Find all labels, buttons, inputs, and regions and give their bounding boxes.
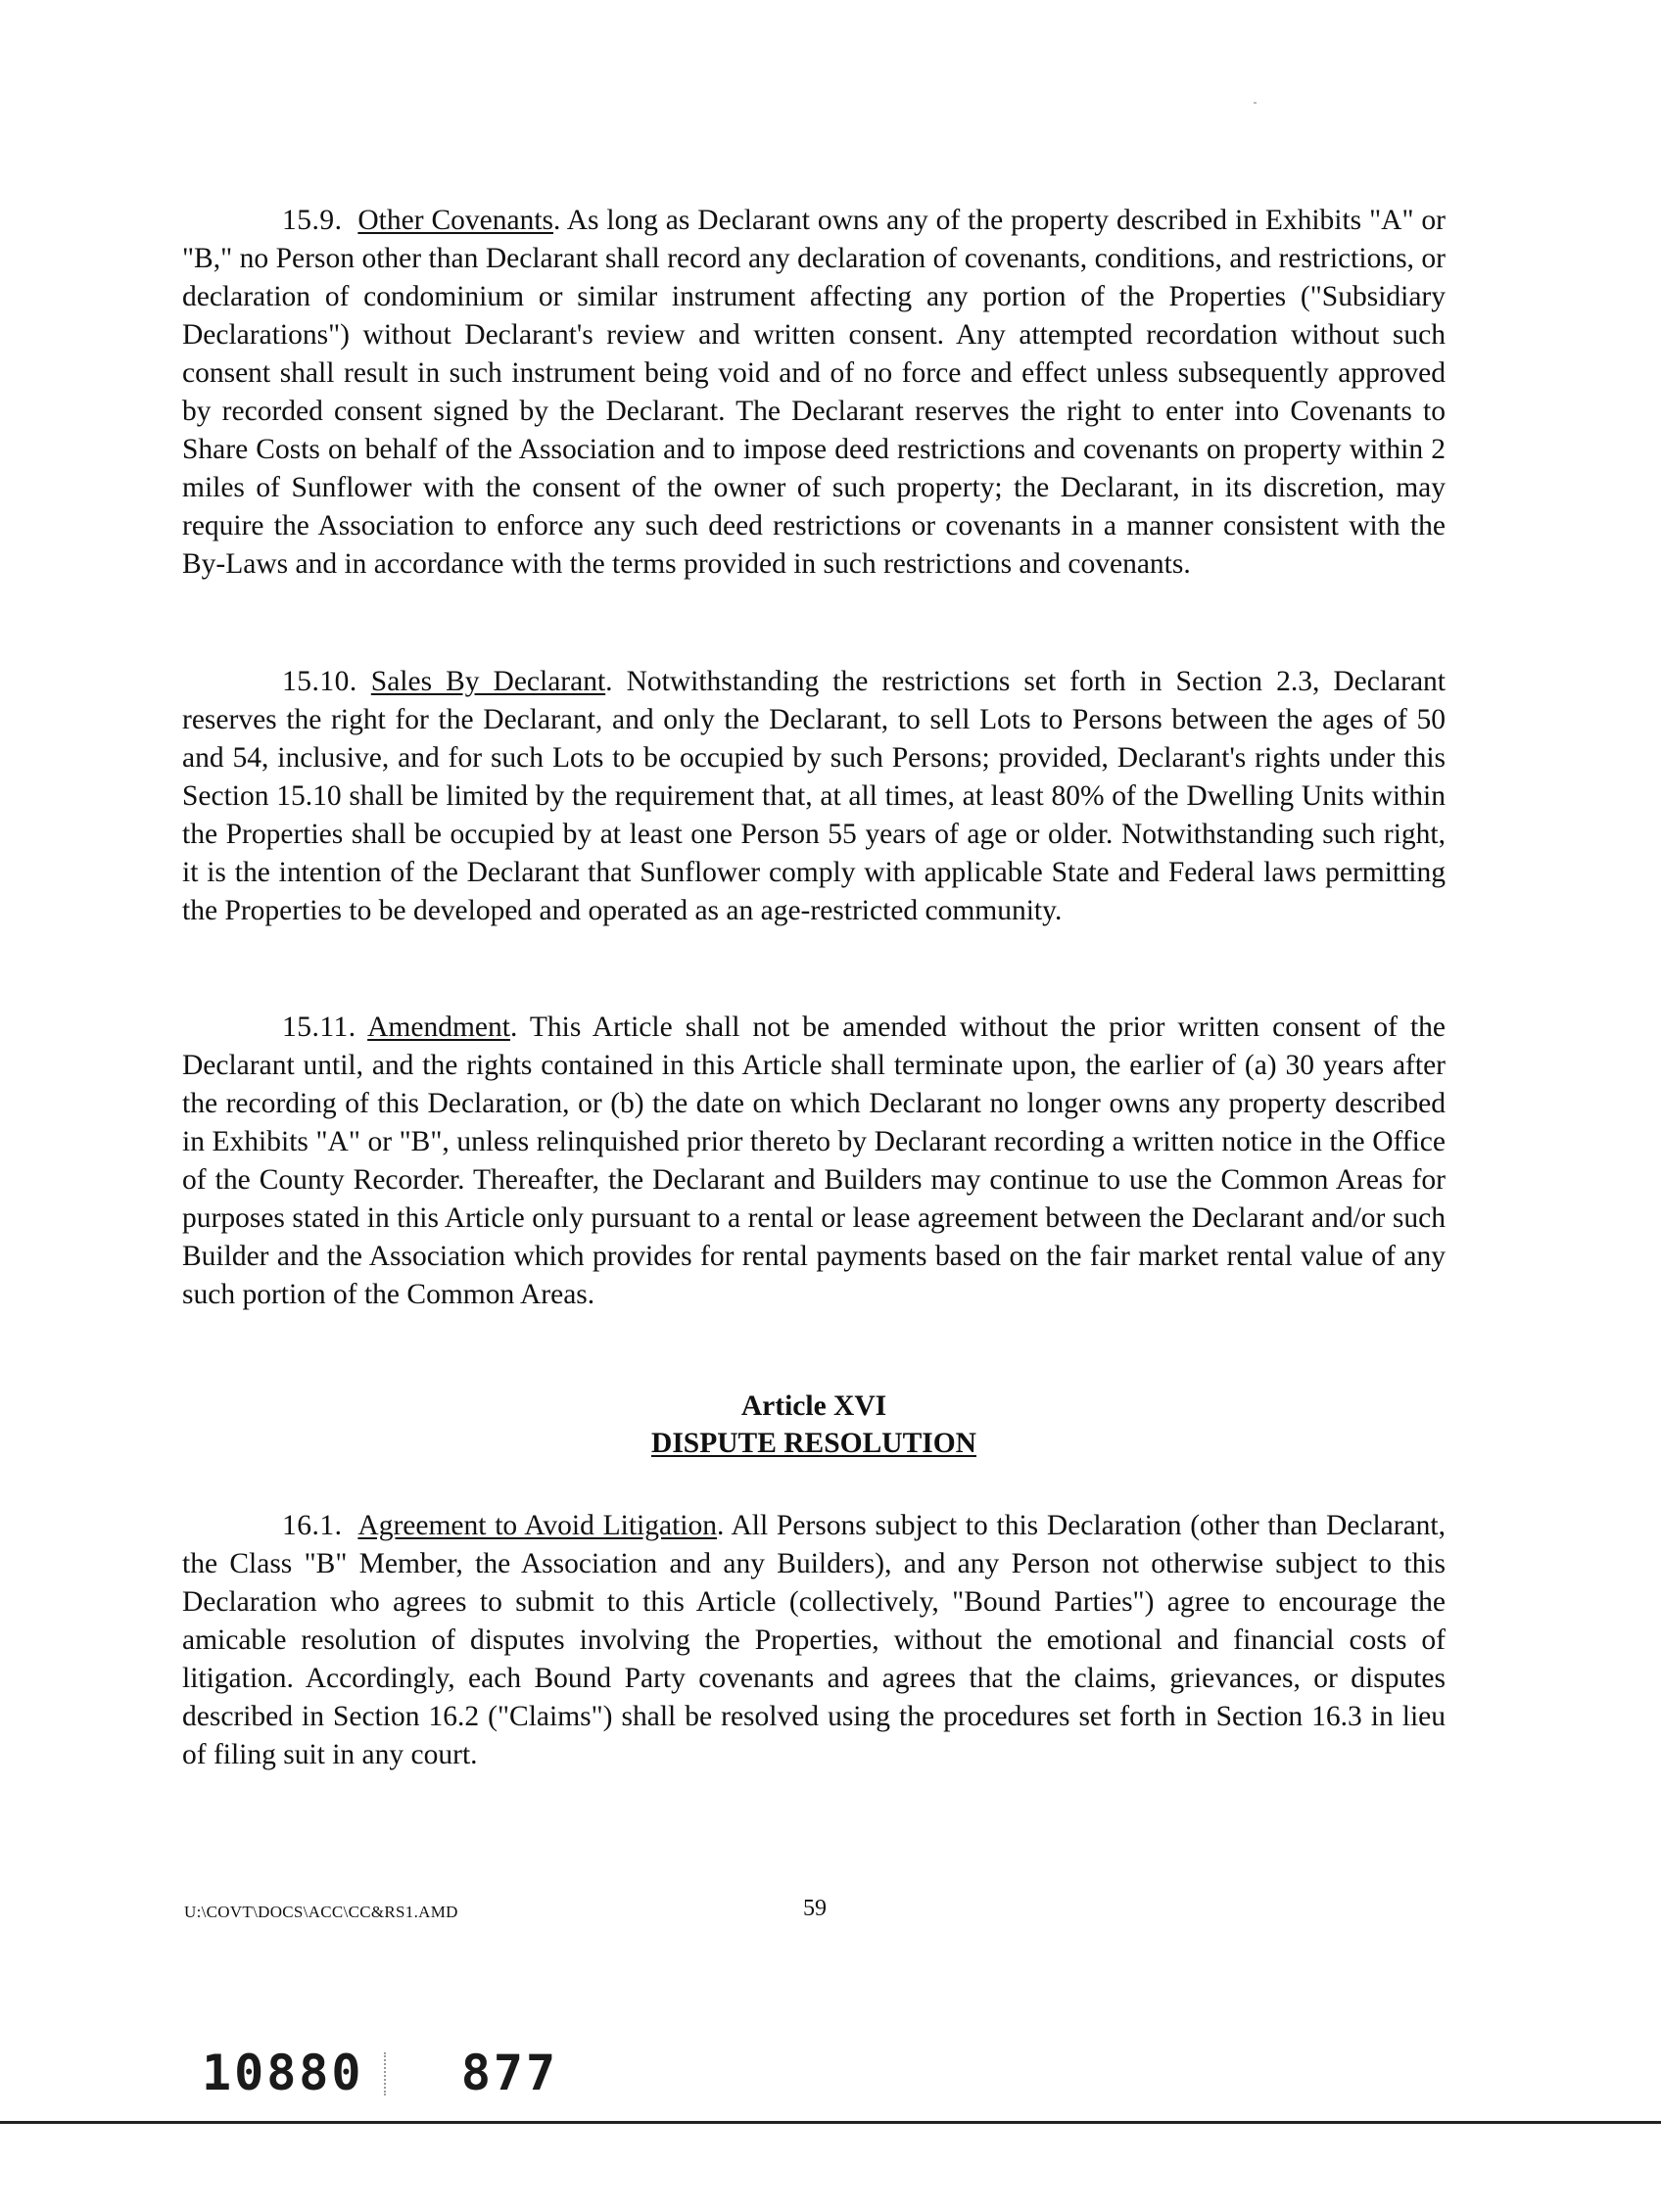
section-number: 16.1. xyxy=(282,1510,343,1541)
section-title: Other Covenants xyxy=(357,205,554,236)
section-15-10 xyxy=(182,663,1446,930)
bottom-rule xyxy=(0,2121,1661,2124)
section-title: Amendment xyxy=(367,1012,510,1043)
footer-file-path: U:\COVT\DOCS\ACC\CC&RS1.AMD xyxy=(184,1903,458,1921)
page-number: 59 xyxy=(803,1896,827,1921)
recording-stamp xyxy=(202,2045,558,2101)
scan-speck xyxy=(1254,102,1257,104)
section-number: 15.11. xyxy=(282,1012,356,1043)
section-body: . Notwithstanding the restrictions set forth in Section 2.3, Declarant reserves the right for the Declarant, and only the Declarant, to sell Lots to Persons between the ages of 50 and 54, inclusive, and for such Lots to be occupied by such Persons; provided, Declarant's rights under this Section 15.10 shall be limited by the requirement that, at all times, at least 80% of the Dwelling Units within the Properties shall be occupied by at least one Person 55 years of age or older. Notwithstanding such right, it is the intention of the Declarant that Sunflower comply with applicable State and Federal laws permitting the Properties to be developed and operated as an age-restricted community. xyxy=(182,666,1446,926)
section-title: Agreement to Avoid Litigation xyxy=(357,1510,717,1541)
section-body: . This Article shall not be amended without the prior written consent of the Declarant until, and the rights contained in this Article shall terminate upon, the earlier of (a) 30 years after the recording of this Declaration, or (b) the date on which Declarant no longer owns any property described in Exhibits "A" or "B", unless relinquished prior thereto by Declarant recording a written notice in the Office of the County Recorder. Thereafter, the Declarant and Builders may continue to use the Common Areas for purposes stated in this Article only pursuant to a rental or lease agreement between the Declarant and/or such Builder and the Association which provides for rental payments based on the fair market rental value of any such portion of the Common Areas. xyxy=(182,1012,1447,1310)
section-16-1 xyxy=(182,1507,1446,1774)
article-title: Article XVI xyxy=(740,1390,887,1422)
section-15-11 xyxy=(182,1009,1446,1314)
stamp-divider xyxy=(384,2052,388,2095)
section-number: 15.10. xyxy=(282,666,357,697)
stamp-book-number: 10880 xyxy=(202,2045,364,2101)
section-title: Sales By Declarant xyxy=(370,666,606,697)
section-body: . All Persons subject to this Declaration (other than Declarant, the Class "B" Member, the Association and any Builders), and any Person not otherwise subject to this Declaration who agrees to submit to this Article (collectively, "Bound Parties") agree to encourage the amicable resolution of disputes involving the Properties, without the emotional and financial costs of litigation. Accordingly, each Bound Party covenants and agrees that the claims, grievances, or disputes described in Section 16.2 ("Claims") shall be resolved using the procedures set forth in Section 16.3 in lieu of filing suit in any court. xyxy=(182,1510,1446,1770)
stamp-page-number: 877 xyxy=(460,2045,559,2101)
section-15-9 xyxy=(182,202,1446,584)
section-number: 15.9. xyxy=(282,205,343,236)
article-subtitle: DISPUTE RESOLUTION xyxy=(651,1428,976,1459)
section-body: . As long as Declarant owns any of the property described in Exhibits "A" or "B," no Person other than Declarant shall record any declaration of covenants, conditions, and restrictions, or declaration of condominium or similar instrument affecting any portion of the Properties ("Subsidiary Declarations") without Declarant's review and written consent. Any attempted recordation without such consent shall result in such instrument being void and of no force and effect unless subsequently approved by recorded consent signed by the Declarant. The Declarant reserves the right to enter into Covenants to Share Costs on behalf of the Association and to impose deed restrictions and covenants on property within 2 miles of Sunflower with the consent of the owner of such property; the Declarant, in its discretion, may require the Association to enforce any such deed restrictions or covenants in a manner consistent with the By-Laws and in accordance with the terms provided in such restrictions and covenants. xyxy=(182,205,1446,580)
